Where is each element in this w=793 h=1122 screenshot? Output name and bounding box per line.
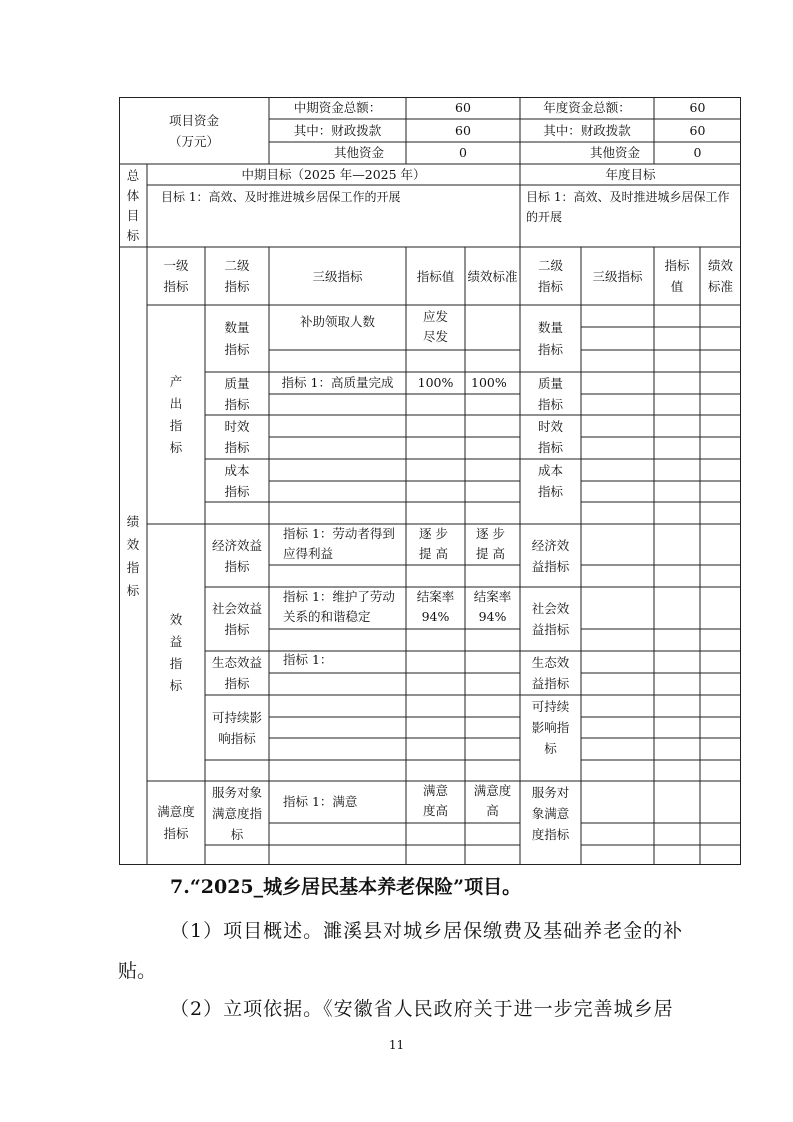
- year-sustainable-indicator: 可持续影响指标: [531, 699, 570, 756]
- funds-label-text: 项目资金: [168, 112, 219, 128]
- mid-other-label: 其他资金: [333, 145, 384, 160]
- performance-indicators-label: [119, 247, 147, 865]
- funds-label: [119, 97, 269, 164]
- mid-target-text: 目标 1：高效、及时推进城乡居保工作的开展: [161, 190, 401, 204]
- social-level3: 指标 1：维护了劳动关系的和谐稳定: [283, 589, 395, 624]
- section-heading: 7.“2025_城乡居民基本养老保险”项目。: [170, 876, 522, 898]
- header-year-standard: 绩效标准: [707, 258, 733, 294]
- header-year-level2: 二级指标: [537, 258, 563, 294]
- year-economic-indicator: 经济效益指标: [531, 537, 570, 574]
- performance-target-table: [119, 97, 741, 865]
- mid-total-value: 60: [455, 100, 471, 115]
- header-level1: 一级指标: [163, 258, 189, 294]
- year-quantity-indicator: 数量指标: [537, 319, 563, 357]
- sustainable-indicator: 可持续影响指标: [211, 709, 262, 746]
- overall-target-label: 总体目标: [126, 168, 140, 243]
- ecological-indicator: 生态效益指标: [211, 655, 262, 691]
- mid-fiscal-value: 60: [455, 123, 471, 138]
- year-other-value: 0: [693, 145, 702, 160]
- mid-total-label: 中期资金总额：: [293, 100, 382, 115]
- output-indicators-label: 产出指标: [169, 373, 183, 455]
- quantity-indicator: 数量指标: [224, 319, 250, 357]
- quality-level3: 指标 1：高质量完成: [281, 375, 394, 390]
- economic-standard: 逐步提高: [475, 526, 509, 561]
- year-service-satisfaction-indicator: 服务对象满意度指标: [531, 784, 570, 842]
- header-value: 指标值: [416, 268, 455, 284]
- funds-unit-text: （万元）: [168, 133, 219, 149]
- page-number: 11: [388, 1038, 405, 1052]
- paragraph-overview: （1）项目概述。濉溪县对城乡居保缴费及基础养老金的补: [170, 920, 684, 942]
- year-fiscal-label: 其中：财政拨款: [543, 123, 631, 138]
- economic-indicator: 经济效益指标: [211, 537, 262, 574]
- quantity-value: 应发尽发: [422, 309, 448, 344]
- header-level2: 二级指标: [224, 258, 250, 294]
- quality-indicator: 质量指标: [224, 375, 250, 412]
- cost-indicator: 成本指标: [224, 462, 250, 499]
- performance-label-text: 绩效指标: [126, 514, 140, 598]
- year-other-label: 其他资金: [589, 145, 640, 160]
- economic-value: 逐步提高: [419, 526, 453, 561]
- year-fiscal-value: 60: [689, 123, 706, 138]
- year-cost-indicator: 成本指标: [537, 462, 563, 499]
- year-total-label: 年度资金总额：: [543, 100, 631, 115]
- paragraph-overview-cont: 贴。: [118, 960, 157, 982]
- mid-other-value: 0: [459, 145, 467, 160]
- header-year-value: 指标值: [664, 258, 690, 294]
- year-social-indicator: 社会效益指标: [531, 601, 570, 637]
- header-standard: 绩效标准: [467, 268, 518, 284]
- year-target-header: 年度目标: [605, 167, 656, 182]
- quality-value: 100%: [417, 375, 454, 390]
- service-standard: 满意度高: [473, 783, 512, 818]
- year-total-value: 60: [689, 100, 706, 115]
- ecological-level3: 指标 1：: [283, 652, 333, 667]
- header-year-level3: 三级指标: [592, 268, 643, 284]
- economic-level3: 指标 1：劳动者得到应得利益: [283, 526, 395, 561]
- quantity-level3: 补助领取人数: [299, 314, 375, 329]
- year-timeliness-indicator: 时效指标: [537, 419, 563, 455]
- header-level3: 三级指标: [312, 268, 363, 284]
- timeliness-indicator: 时效指标: [224, 419, 250, 455]
- satisfaction-indicators-label: 满意度指标: [157, 804, 195, 841]
- quality-standard: 100%: [471, 375, 507, 390]
- mid-target-header: 中期目标（2025 年—2025 年）: [241, 167, 426, 182]
- social-indicator: 社会效益指标: [211, 601, 262, 637]
- year-quality-indicator: 质量指标: [537, 375, 563, 412]
- service-level3: 指标 1：满意: [283, 794, 358, 809]
- paragraph-basis: （2）立项依据。《安徽省人民政府关于进一步完善城乡居: [170, 998, 674, 1020]
- social-standard: 结案率 94%: [473, 589, 512, 624]
- year-target-text: 目标 1：高效、及时推进城乡居保工作的开展: [526, 190, 730, 224]
- service-value: 满意度高: [422, 783, 448, 818]
- social-value: 结案率 94%: [416, 589, 455, 624]
- benefit-indicators-label: 效益指标: [169, 611, 183, 693]
- mid-fiscal-label: 其中：财政拨款: [293, 123, 382, 138]
- service-satisfaction-indicator: 服务对象满意度指标: [211, 784, 262, 842]
- year-ecological-indicator: 生态效益指标: [531, 655, 570, 691]
